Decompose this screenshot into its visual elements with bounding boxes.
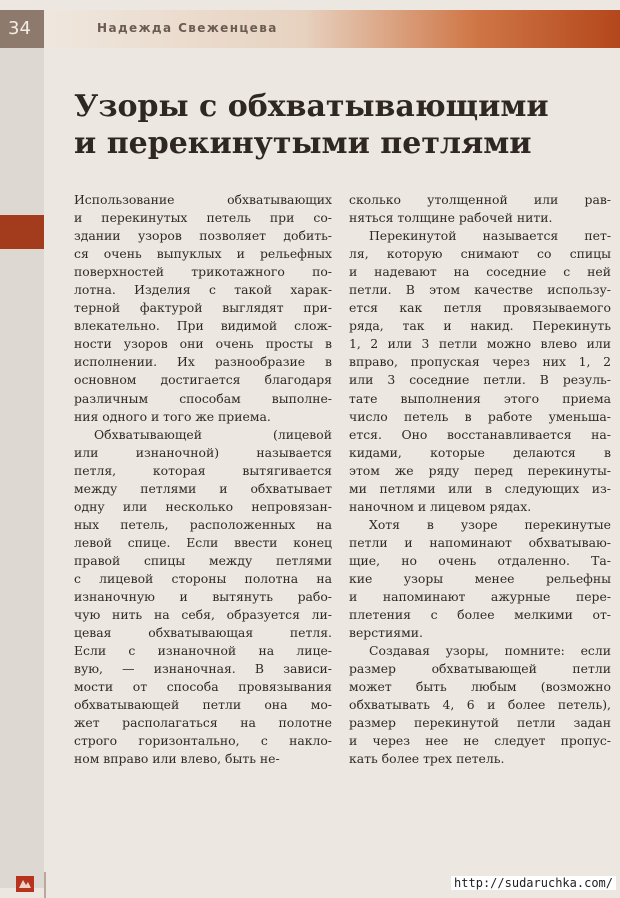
text-line: тате выполнения этого приема	[349, 390, 611, 406]
text-line: петли. В этом качестве использу-	[349, 282, 611, 298]
text-line: число петель в работе уменьша-	[349, 408, 611, 424]
text-line: наночном и лицевом рядах.	[349, 498, 532, 514]
text-line: исполнении. Их разнообразие в	[74, 354, 332, 370]
text-line: вую, — изнаночная. В зависи-	[74, 661, 332, 677]
text-line: 1, 2 или 3 петли можно влево или	[349, 336, 611, 352]
text-line: ля, которую снимают со спицы	[349, 246, 611, 262]
text-line: ном вправо или влево, быть не-	[74, 751, 280, 767]
text-line: может быть любым (возможно	[349, 679, 611, 695]
text-line: цевая обхватывающая петля.	[74, 625, 332, 641]
text-line: различным способам выполне-	[74, 390, 332, 406]
text-line: обхватывать 4, 6 и более петель),	[349, 697, 611, 713]
text-line: петли и напоминают обхватываю-	[349, 534, 611, 550]
text-line: ется как петля провязываемого	[349, 300, 611, 316]
text-line: и напоминают ажурные пере-	[349, 589, 611, 605]
text-line: и перекинутых петель при со-	[74, 210, 332, 226]
text-line: няться толщине рабочей нити.	[349, 210, 553, 226]
text-line: поверхностей трикотажного по-	[74, 264, 332, 280]
text-line: обхватывающей петли она мо-	[74, 697, 332, 713]
text-line: и надевают на соседние с ней	[349, 264, 611, 280]
text-line: левой спице. Если ввести конец	[74, 534, 332, 550]
text-line: размер обхватывающей петли	[349, 661, 611, 677]
text-line: вправо, пропуская через них 1, 2	[349, 354, 611, 370]
site-url-link[interactable]: http://sudaruchka.com/	[451, 876, 616, 890]
left-margin-strip	[0, 48, 44, 888]
text-line: верстиями.	[349, 625, 423, 641]
article-title	[74, 88, 604, 162]
text-line: кие узоры менее рельефны	[349, 570, 611, 586]
text-line: плетения с более мелкими от-	[349, 607, 611, 623]
text-line: влекательно. При видимой слож-	[74, 318, 332, 334]
text-line: правой спицы между петлями	[74, 552, 332, 568]
text-line: ности узоров они очень просты в	[74, 336, 332, 352]
text-line: ных петель, расположенных на	[74, 516, 332, 532]
text-line: или изнаночной) называется	[74, 444, 332, 460]
text-line: строго горизонтально, с накло-	[74, 733, 332, 749]
left-text-column	[74, 191, 332, 769]
left-accent-bar	[0, 215, 44, 249]
page-number: 34	[0, 10, 44, 48]
bottom-divider	[44, 872, 46, 898]
text-line: ния одного и того же приема.	[74, 408, 271, 424]
text-line: здании узоров позволяет добить-	[74, 228, 332, 244]
text-line: основном достигается благодаря	[74, 372, 332, 388]
text-line: одну или несколько непровязан-	[74, 498, 332, 514]
text-line: этом же ряду перед перекинуты-	[349, 462, 611, 478]
author-name: Надежда Свеженцева	[97, 21, 278, 35]
text-line: кидами, которые делаются в	[349, 444, 611, 460]
publisher-logo-icon	[16, 876, 34, 892]
text-line: ряда, так и накид. Перекинуть	[349, 318, 611, 334]
text-line: изнаночную и вытянуть рабо-	[74, 589, 332, 605]
text-line: и через нее не следует пропус-	[349, 733, 611, 749]
text-line: ся очень выпуклых и рельефных	[74, 246, 332, 262]
title-line-1: Узоры с обхватывающими	[74, 89, 549, 124]
text-line: сколько утолщенной или рав-	[349, 192, 611, 207]
text-line: кать более трех петель.	[349, 751, 505, 767]
text-line: щие, но очень отдаленно. Та-	[349, 552, 611, 568]
right-text-column	[349, 191, 611, 769]
text-line: мости от способа провязывания	[74, 679, 332, 695]
text-line: между петлями и обхватывает	[74, 480, 332, 496]
text-line: Если с изнаночной на лице-	[74, 643, 332, 659]
text-line: Обхватывающей (лицевой	[94, 426, 332, 442]
text-line: чую нить на себя, образуется ли-	[74, 607, 332, 623]
title-line-2: и перекинутыми петлями	[74, 126, 532, 161]
text-line: размер перекинутой петли задан	[349, 715, 611, 731]
text-line: петля, которая вытягивается	[74, 462, 332, 478]
text-line: или 3 соседние петли. В резуль-	[349, 372, 611, 388]
text-line: ми петлями или в следующих из-	[349, 480, 611, 496]
text-line: Хотя в узоре перекинутые	[369, 516, 611, 532]
text-line: жет располагаться на полотне	[74, 715, 332, 731]
text-line: Создавая узоры, помните: если	[369, 643, 611, 659]
text-line: Перекинутой называется пет-	[369, 228, 611, 244]
text-line: Использование обхватывающих	[74, 192, 332, 207]
text-line: терной фактурой выглядят при-	[74, 300, 332, 316]
text-line: с лицевой стороны полотна на	[74, 570, 332, 586]
text-line: лотна. Изделия с такой харак-	[74, 282, 332, 298]
text-line: ется. Оно восстанавливается на-	[349, 426, 611, 442]
